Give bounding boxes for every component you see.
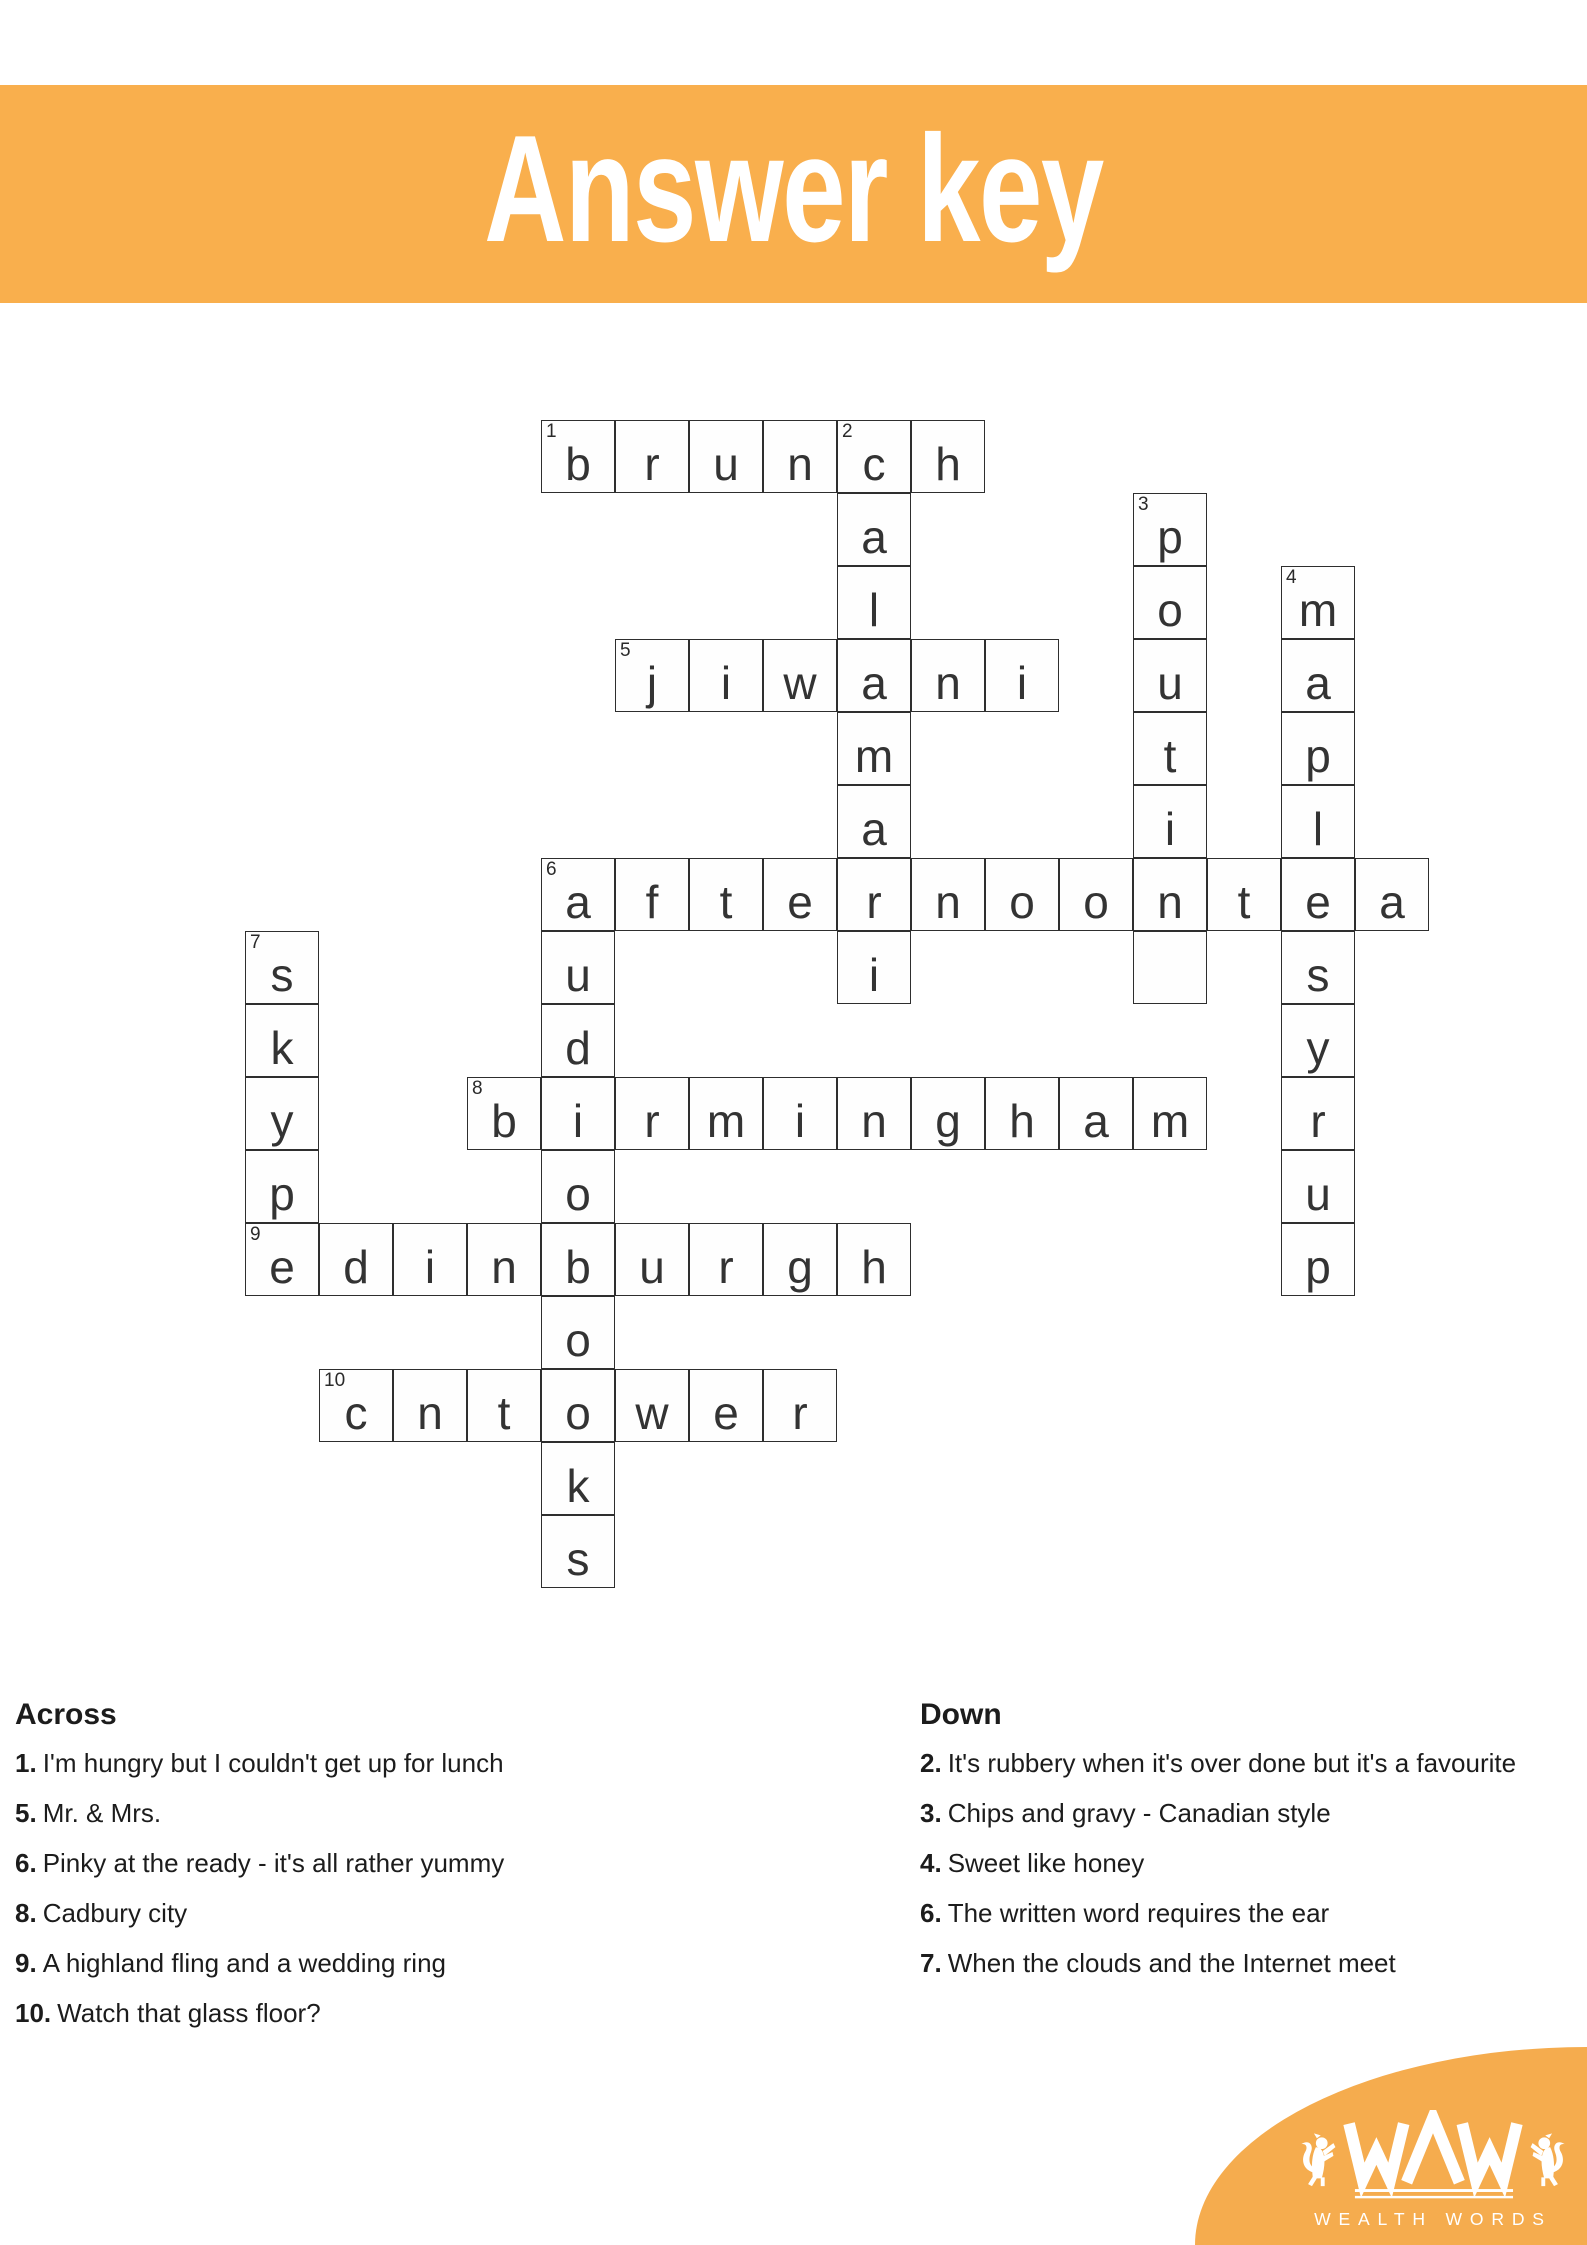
clue-item: 1. I'm hungry but I couldn't get up for lunch [15,1748,504,1778]
cell-letter: e [787,876,813,928]
grid-cell [763,1369,837,1442]
cell-letter: n [935,876,961,928]
header-banner [0,85,1587,303]
clue-number: 7 [250,932,261,953]
grid-cell [541,1515,615,1588]
grid-cell [615,420,689,493]
clue-item: 3. Chips and gravy - Canadian style [920,1798,1331,1828]
clue-item: 6. The written word requires the ear [920,1898,1330,1928]
clue-item: 10. Watch that glass floor? [15,1998,321,2028]
grid-cell [1133,1077,1207,1150]
grid-cell [1281,858,1355,931]
grid-cell [1281,931,1355,1004]
cell-letter: a [1305,657,1331,709]
cell-letter: o [1157,584,1183,636]
grid-cell [541,1223,615,1296]
grid-cell [393,1369,467,1442]
page-title: Answer key [484,104,1103,274]
cell-letter: o [1083,876,1109,928]
ww-monogram-icon [1349,2118,1517,2182]
clue-number: 4 [1286,567,1297,588]
cell-letter: u [1305,1168,1331,1220]
cell-letter: i [720,657,732,709]
cell-letter: p [1305,730,1331,782]
brand-text: WEALTH WORDS [1314,2209,1552,2230]
grid-cell [689,1369,763,1442]
cell-letter: r [718,1241,734,1293]
grid-cell [837,493,911,566]
cell-letter: c [344,1387,368,1439]
cell-letter: n [787,438,813,490]
lion-icon [1301,2133,1335,2186]
grid-cell [245,1004,319,1077]
grid-cell [763,1077,837,1150]
cell-letter: u [1157,657,1183,709]
clue-number: 1 [546,421,557,442]
cell-letter: p [269,1168,295,1220]
grid-cell [763,858,837,931]
down-heading: Down [920,1698,1002,1731]
cell-letter: h [1009,1095,1035,1147]
cell-letter: m [706,1095,746,1147]
grid-cell [689,858,763,931]
lion-icon [1531,2133,1565,2186]
cell-letter: a [861,657,887,709]
grid-cell [985,1077,1059,1150]
cell-letter: o [565,1387,591,1439]
cell-letter: b [565,438,591,490]
cell-letter: m [1298,584,1338,636]
grid-cell [1281,785,1355,858]
grid-cell [1281,566,1355,639]
cell-letter: o [565,1168,591,1220]
cell-letter: i [1164,803,1176,855]
cell-letter: y [270,1095,294,1147]
grid-cell [541,931,615,1004]
grid-cell [467,1077,541,1150]
cell-letter: r [644,1095,660,1147]
grid-cell [837,639,911,712]
grid-cell [763,420,837,493]
cell-letter: t [497,1387,511,1439]
clue-number: 6 [546,859,557,880]
clue-item: 4. Sweet like honey [920,1848,1145,1878]
cell-letter: i [1016,657,1028,709]
grid-cell [1059,858,1133,931]
clue-number: 8 [472,1078,483,1099]
grid-cell [541,1150,615,1223]
cell-letter: b [491,1095,517,1147]
grid-cell [541,420,615,493]
grid-cell [467,1223,541,1296]
cell-letter: d [343,1241,369,1293]
cell-letter: t [1237,876,1251,928]
cell-letter: a [565,876,591,928]
grid-cell [1281,1150,1355,1223]
grid-cell [837,566,911,639]
cell-letter: u [639,1241,665,1293]
grid-cell [1133,785,1207,858]
grid-cell [837,1223,911,1296]
grid-cell [1281,639,1355,712]
cell-letter: y [1306,1022,1330,1074]
grid-cell [1133,931,1207,1004]
grid-cell [319,1369,393,1442]
cell-letter: w [783,657,817,709]
grid-cell [1133,639,1207,712]
clue-number: 3 [1138,494,1149,515]
grid-cell [615,639,689,712]
grid-cell [689,1077,763,1150]
clue-number: 9 [250,1224,261,1245]
cell-letter: m [854,730,894,782]
grid-cell [467,1369,541,1442]
clue-number: 2 [842,421,853,442]
clue-item: 9. A highland fling and a wedding ring [15,1948,446,1978]
cell-letter: e [269,1241,295,1293]
cell-letter: m [1150,1095,1190,1147]
clue-item: 6. Pinky at the ready - it's all rather yummy [15,1848,505,1878]
grid-cell [1355,858,1429,931]
grid-cell [615,1077,689,1150]
cell-letter: a [1379,876,1405,928]
cell-letter: f [645,876,659,928]
cell-letter: a [861,511,887,563]
cell-letter: g [787,1241,813,1293]
cell-letter: j [646,657,658,709]
crossword-grid [245,420,1431,1590]
grid-cell [689,1223,763,1296]
cell-letter: t [1163,730,1177,782]
across-clues-section [15,1698,895,2048]
cell-letter: o [565,1314,591,1366]
cell-letter: h [861,1241,887,1293]
grid-cell [541,1369,615,1442]
grid-cell [911,420,985,493]
grid-cell [837,1077,911,1150]
grid-cell [1133,493,1207,566]
across-heading: Across [15,1698,117,1731]
cell-letter: i [424,1241,436,1293]
grid-cell [245,1150,319,1223]
grid-cell [541,1442,615,1515]
grid-cell [1281,1004,1355,1077]
cell-letter: r [792,1387,808,1439]
grid-cell [689,420,763,493]
cell-letter: l [868,584,880,636]
cell-letter: k [270,1022,294,1074]
clue-item: 5. Mr. & Mrs. [15,1798,162,1828]
grid-cell [1133,858,1207,931]
cell-letter: l [1312,803,1324,855]
cell-letter: u [713,438,739,490]
cell-letter: h [935,438,961,490]
clue-item: 2. It's rubbery when it's over done but it's a favourite [920,1748,1517,1778]
cell-letter: e [1305,876,1331,928]
grid-cell [1281,1077,1355,1150]
cell-letter: s [566,1533,590,1585]
cell-letter: c [862,438,886,490]
grid-cell [393,1223,467,1296]
cell-letter: b [565,1241,591,1293]
down-clues-section [920,1698,1580,1998]
grid-cell [245,931,319,1004]
grid-cell [763,1223,837,1296]
clue-item: 7. When the clouds and the Internet meet [920,1948,1396,1978]
cell-letter: e [713,1387,739,1439]
grid-cell [245,1223,319,1296]
cell-letter: a [1083,1095,1109,1147]
grid-cell [911,639,985,712]
cell-letter: r [644,438,660,490]
logo-divider-lines [1355,2189,1513,2198]
cell-letter: s [1306,949,1330,1001]
grid-cell [541,1004,615,1077]
cell-letter: u [565,949,591,1001]
cell-letter: n [1157,876,1183,928]
cell-letter: n [417,1387,443,1439]
cell-letter: s [270,949,294,1001]
cell-letter: n [491,1241,517,1293]
cell-letter: w [635,1387,669,1439]
cell-letter: n [935,657,961,709]
wealth-words-logo [1286,2110,1580,2232]
grid-cell [985,858,1059,931]
cell-letter: o [1009,876,1035,928]
grid-cell [1133,712,1207,785]
cell-letter: i [794,1095,806,1147]
grid-cell [1207,858,1281,931]
grid-cell [541,1296,615,1369]
grid-cell [911,858,985,931]
grid-cell [837,931,911,1004]
grid-cell [1133,566,1207,639]
cell-letter: i [572,1095,584,1147]
grid-cell [245,1077,319,1150]
cell-letter: p [1157,511,1183,563]
grid-cell [1281,1223,1355,1296]
clue-number: 5 [620,640,631,661]
clue-item: 8. Cadbury city [15,1898,188,1928]
grid-cell [615,858,689,931]
grid-cell [541,858,615,931]
cell-letter: i [868,949,880,1001]
cell-letter: n [861,1095,887,1147]
grid-cell [911,1077,985,1150]
grid-cell [837,420,911,493]
grid-cell [763,639,837,712]
grid-cell [985,639,1059,712]
cell-letter: t [719,876,733,928]
cell-letter: r [1310,1095,1326,1147]
grid-cell [1059,1077,1133,1150]
grid-cell [837,785,911,858]
cell-letter: a [861,803,887,855]
grid-cell [615,1223,689,1296]
grid-cell [837,712,911,785]
cell-letter: d [565,1022,591,1074]
cell-letter: k [566,1460,590,1512]
grid-cell [319,1223,393,1296]
cell-letter: p [1305,1241,1331,1293]
clue-number: 10 [324,1370,346,1391]
grid-cell [1281,712,1355,785]
grid-cell [541,1077,615,1150]
grid-cell [689,639,763,712]
grid-cell [837,858,911,931]
cell-letter: g [935,1095,961,1147]
cell-letter: r [866,876,882,928]
grid-cell [615,1369,689,1442]
